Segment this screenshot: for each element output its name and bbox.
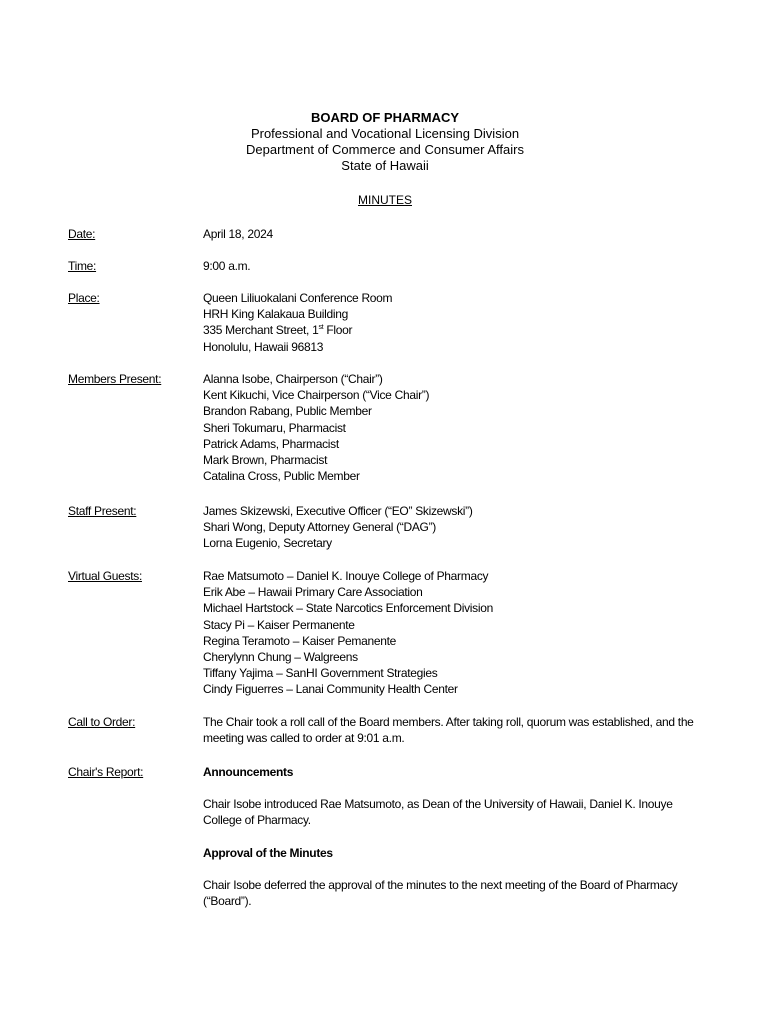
member-item: Mark Brown, Pharmacist <box>203 453 328 468</box>
member-item: Catalina Cross, Public Member <box>203 469 360 484</box>
place-line: Queen Liliuokalani Conference Room <box>203 291 393 305</box>
announcements-heading: Announcements <box>203 765 294 779</box>
department-line: Department of Commerce and Consumer Affairs <box>246 142 524 157</box>
call-to-order-label: Call to Order: <box>68 715 136 729</box>
place-label: Place: <box>68 291 100 305</box>
guest-item: Cindy Figuerres – Lanai Community Health Center <box>203 682 458 697</box>
guest-item: Tiffany Yajima – SanHI Government Strategies <box>203 666 438 681</box>
approval-minutes-heading: Approval of the Minutes <box>203 845 333 860</box>
minutes-heading: MINUTES <box>358 193 412 207</box>
member-item: Sheri Tokumaru, Pharmacist <box>203 420 346 435</box>
document-header <box>0 110 770 174</box>
floor-superscript: st <box>318 324 324 332</box>
time-value: 9:00 a.m. <box>203 259 251 273</box>
chairs-report-body <box>203 764 708 925</box>
place-street: 335 Merchant Street, 1 <box>203 323 319 338</box>
place-value <box>203 290 708 355</box>
chairs-report-label: Chair's Report: <box>68 765 144 779</box>
state-line: State of Hawaii <box>341 158 429 173</box>
staff-item: James Skizewski, Executive Officer (“EO” Skizewski”) <box>203 504 473 518</box>
members-present-list <box>203 371 708 484</box>
members-present-label: Members Present: <box>68 372 162 386</box>
division-line: Professional and Vocational Licensing Division <box>250 126 520 141</box>
place-line: Honolulu, Hawaii 96813 <box>203 339 324 354</box>
member-item: Alanna Isobe, Chairperson (“Chair”) <box>203 372 383 386</box>
time-label: Time: <box>68 259 97 273</box>
place-floor: Floor <box>323 323 353 338</box>
member-item: Kent Kikuchi, Vice Chairperson (“Vice Chair”) <box>203 388 430 403</box>
guest-item: Erik Abe – Hawaii Primary Care Association <box>203 585 423 600</box>
staff-present-label: Staff Present: <box>68 504 137 518</box>
virtual-guests-label: Virtual Guests: <box>68 569 142 583</box>
place-line <box>203 322 708 338</box>
staff-item: Shari Wong, Deputy Attorney General (“DAG”) <box>203 520 436 535</box>
date-value: April 18, 2024 <box>203 227 273 241</box>
date-label: Date: <box>68 227 96 241</box>
virtual-guests-list <box>203 568 708 698</box>
guest-item: Rae Matsumoto – Daniel K. Inouye College of Pharmacy <box>203 569 489 583</box>
member-item: Patrick Adams, Pharmacist <box>203 436 339 451</box>
announcements-text: Chair Isobe introduced Rae Matsumoto, as Dean of the University of Hawaii, Daniel K. Inouye College of Pharmacy. <box>203 797 673 828</box>
guest-item: Michael Hartstock – State Narcotics Enforcement Division <box>203 601 493 616</box>
call-to-order-text: The Chair took a roll call of the Board members. After taking roll, quorum was established, and the meeting was called to order at 9:01 a.m. <box>203 715 694 746</box>
guest-item: Regina Teramoto – Kaiser Pemanente <box>203 633 397 648</box>
board-title: BOARD OF PHARMACY <box>310 110 460 125</box>
place-line: HRH King Kalakaua Building <box>203 307 348 322</box>
approval-minutes-text: Chair Isobe deferred the approval of the minutes to the next meeting of the Board of Pharmacy (“Board”). <box>203 877 678 909</box>
guest-item: Stacy Pi – Kaiser Permanente <box>203 617 355 632</box>
guest-item: Cherylynn Chung – Walgreens <box>203 650 358 665</box>
staff-present-list <box>203 503 708 552</box>
staff-item: Lorna Eugenio, Secretary <box>203 536 332 551</box>
member-item: Brandon Rabang, Public Member <box>203 404 372 419</box>
